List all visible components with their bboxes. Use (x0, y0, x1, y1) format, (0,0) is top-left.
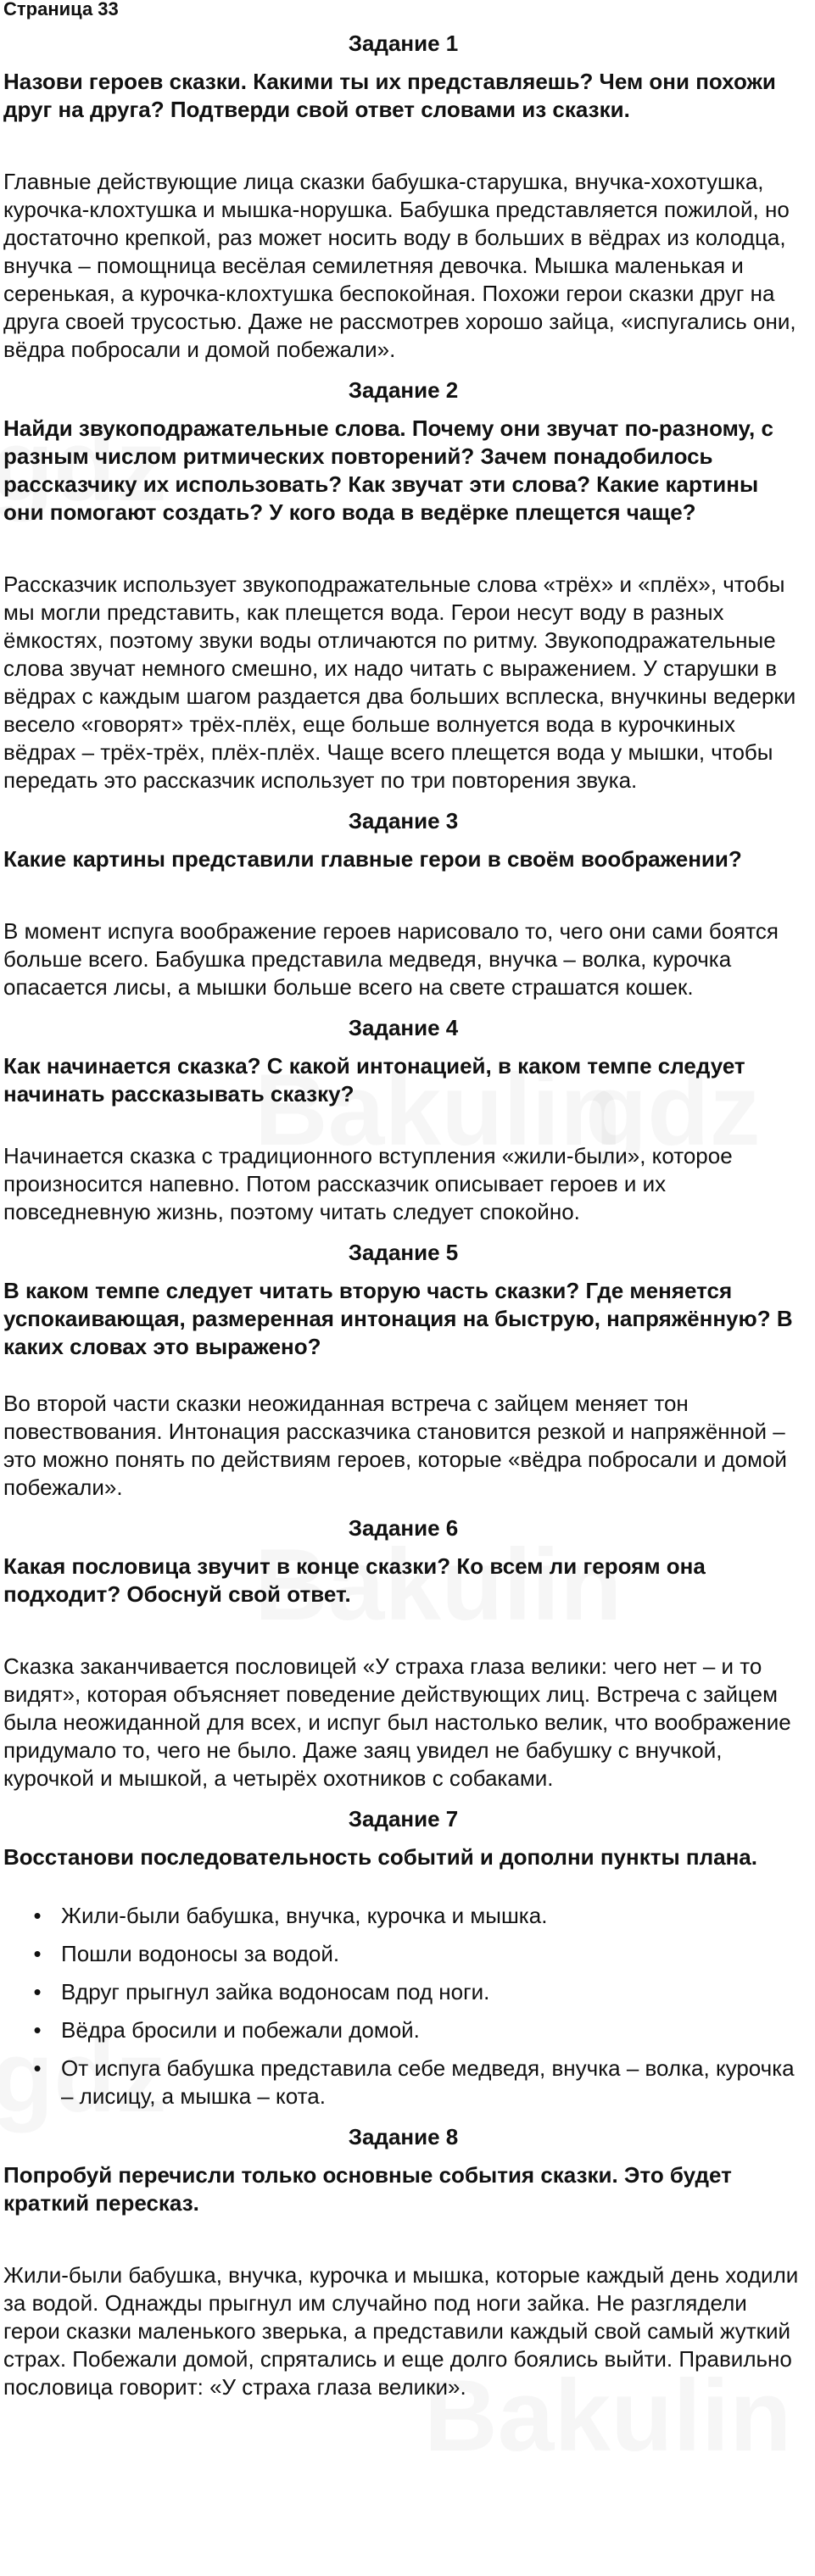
plan-item-text: Пошли водоносы за водой. (61, 1941, 340, 1966)
task-7 (3, 1806, 803, 2110)
task-title: Задание 3 (348, 808, 459, 834)
plan-item-text: Вдруг прыгнул зайка водоносам под ноги. (61, 1979, 490, 2004)
task-question: Восстанови последовательность событий и дополни пункты плана. (3, 1844, 757, 1870)
plan-item (29, 2055, 803, 2110)
task-title: Задание 7 (348, 1806, 459, 1832)
bullet-icon: • (33, 1941, 42, 1966)
task-question: В каком темпе следует читать вторую часть сказки? Где меняется успокаивающая, размеренная интонация на быструю, напряжённую? В каких словах это выражено? (3, 1278, 793, 1359)
plan-item (29, 1978, 803, 2006)
plan-item (29, 1902, 803, 1930)
task-answer: Рассказчик использует звукоподражательные слова «трёх» и «плёх», чтобы мы могли представить, как плещется вода. Герои несут воду в разных ёмкостях, поэтому звуки воды отличаются по ритму. Звукоподражательные слова звучат немного смешно, их надо читать с выражением. У старушки в вёдрах с каждым шагом раздается два больших всплеска, внучкины ведерки весело «говорят» трёх-плёх, еще больше волнуется вода в курочкиных вёдрах – трёх-трёх, плёх-плёх. Чаще всего плещется вода у мышки, чтобы передать это рассказчик использует по три повторения звука. (3, 572, 796, 793)
task-answer: Во второй части сказки неожиданная встреча с зайцем меняет тон повествования. Интонация рассказчика становится резкой и напряжённой – это можно понять по действиям героев, которые «вёдра побросали и домой побежали». (3, 1391, 787, 1500)
task-question: Какая пословица звучит в конце сказки? Ко всем ли героям она подходит? Обоснуй свой ответ. (3, 1553, 706, 1607)
task-question: Попробуй перечисли только основные события сказки. Это будет краткий пересказ. (3, 2162, 732, 2216)
task-question: Как начинается сказка? С какой интонацией, в каком темпе следует начинать рассказывать сказку? (3, 1053, 745, 1107)
task-question: Назови героев сказки. Какими ты их представляешь? Чем они похожи друг на друга? Подтверди свой ответ словами из сказки. (3, 69, 776, 122)
page-label: Страница 33 (3, 0, 119, 20)
task-title: Задание 8 (348, 2124, 459, 2149)
task-question: Какие картины представили главные герои в своём воображении? (3, 846, 742, 872)
plan-item (29, 2016, 803, 2044)
task-2 (3, 377, 803, 795)
task-title: Задание 5 (348, 1240, 459, 1265)
task-answer: Начинается сказка с традиционного вступления «жили-были», которое произносится напевно. Потом рассказчик описывает героев и их повседневную жизнь, поэтому читать следует спокойно. (3, 1143, 733, 1224)
plan-item-text: Жили-были бабушка, внучка, курочка и мышка. (61, 1903, 548, 1928)
task-title: Задание 6 (348, 1515, 459, 1541)
task-answer: Сказка заканчивается пословицей «У страха глаза велики: чего нет – и то видят», которая объясняет поведение действующих лиц. Встреча с зайцем была неожиданной для всех, и испуг был настолько велик, что воображение придумало то, чего не было. Даже заяц увидел не бабушку с внучкой, курочкой и мышкой, а четырёх охотников с собаками. (3, 1653, 791, 1791)
task-title: Задание 1 (348, 31, 459, 56)
task-4 (3, 1015, 803, 1226)
task-8 (3, 2124, 803, 2401)
task-answer: Главные действующие лица сказки бабушка-старушка, внучка-хохотушка, курочка-клохтушка и мышка-норушка. Бабушка представляется пожилой, но достаточно крепкой, раз может носить воду в больших в вёдрах из колодца, внучка – помощница весёлая семилетняя девочка. Мышка маленькая и серенькая, а курочка-клохтушка беспокойная. Похожи герои сказки друг на друга своей трусостью. Даже не рассмотрев хорошо зайца, «испугались они, вёдра побросали и домой побежали». (3, 169, 796, 362)
task-answer: В момент испуга воображение героев нарисовало то, чего они сами боятся больше всего. Бабушка представила медведя, внучка – волка, курочка опасается лисы, а мышки больше всего на свете страшатся кошек. (3, 918, 779, 1000)
task-6 (3, 1515, 803, 1793)
plan-item (29, 1940, 803, 1968)
plan-item-text: Вёдра бросили и побежали домой. (61, 2017, 420, 2043)
task-question: Найди звукоподражательные слова. Почему они звучат по-разному, с разным числом ритмических повторений? Зачем понадобилось рассказчику их использовать? Как звучат эти слова? Какие картины они помогают создать? У кого вода в ведёрке плещется чаще? (3, 415, 773, 525)
task-3 (3, 808, 803, 1001)
bullet-icon: • (33, 1903, 42, 1928)
task-1 (3, 31, 803, 364)
task-title: Задание 2 (348, 377, 459, 403)
bullet-icon: • (33, 2055, 42, 2081)
bullet-icon: • (33, 2017, 42, 2043)
task-answer: Жили-были бабушка, внучка, курочка и мышка, которые каждый день ходили за водой. Однажды прыгнул им случайно под ноги зайка. Не разглядели герои сказки маленького зверька, а представили каждый свой самый жуткий страх. Побежали домой, спрятались и еще долго боялись выйти. Правильно пословица говорит: «У страха глаза велики». (3, 2262, 799, 2400)
task-title: Задание 4 (348, 1015, 459, 1040)
bullet-icon: • (33, 1979, 42, 2004)
task-5 (3, 1240, 803, 1502)
plan-list (3, 1902, 803, 2110)
plan-item-text: От испуга бабушка представила себе медведя, внучка – волка, курочка – лисицу, а мышка – кота. (61, 2055, 795, 2109)
